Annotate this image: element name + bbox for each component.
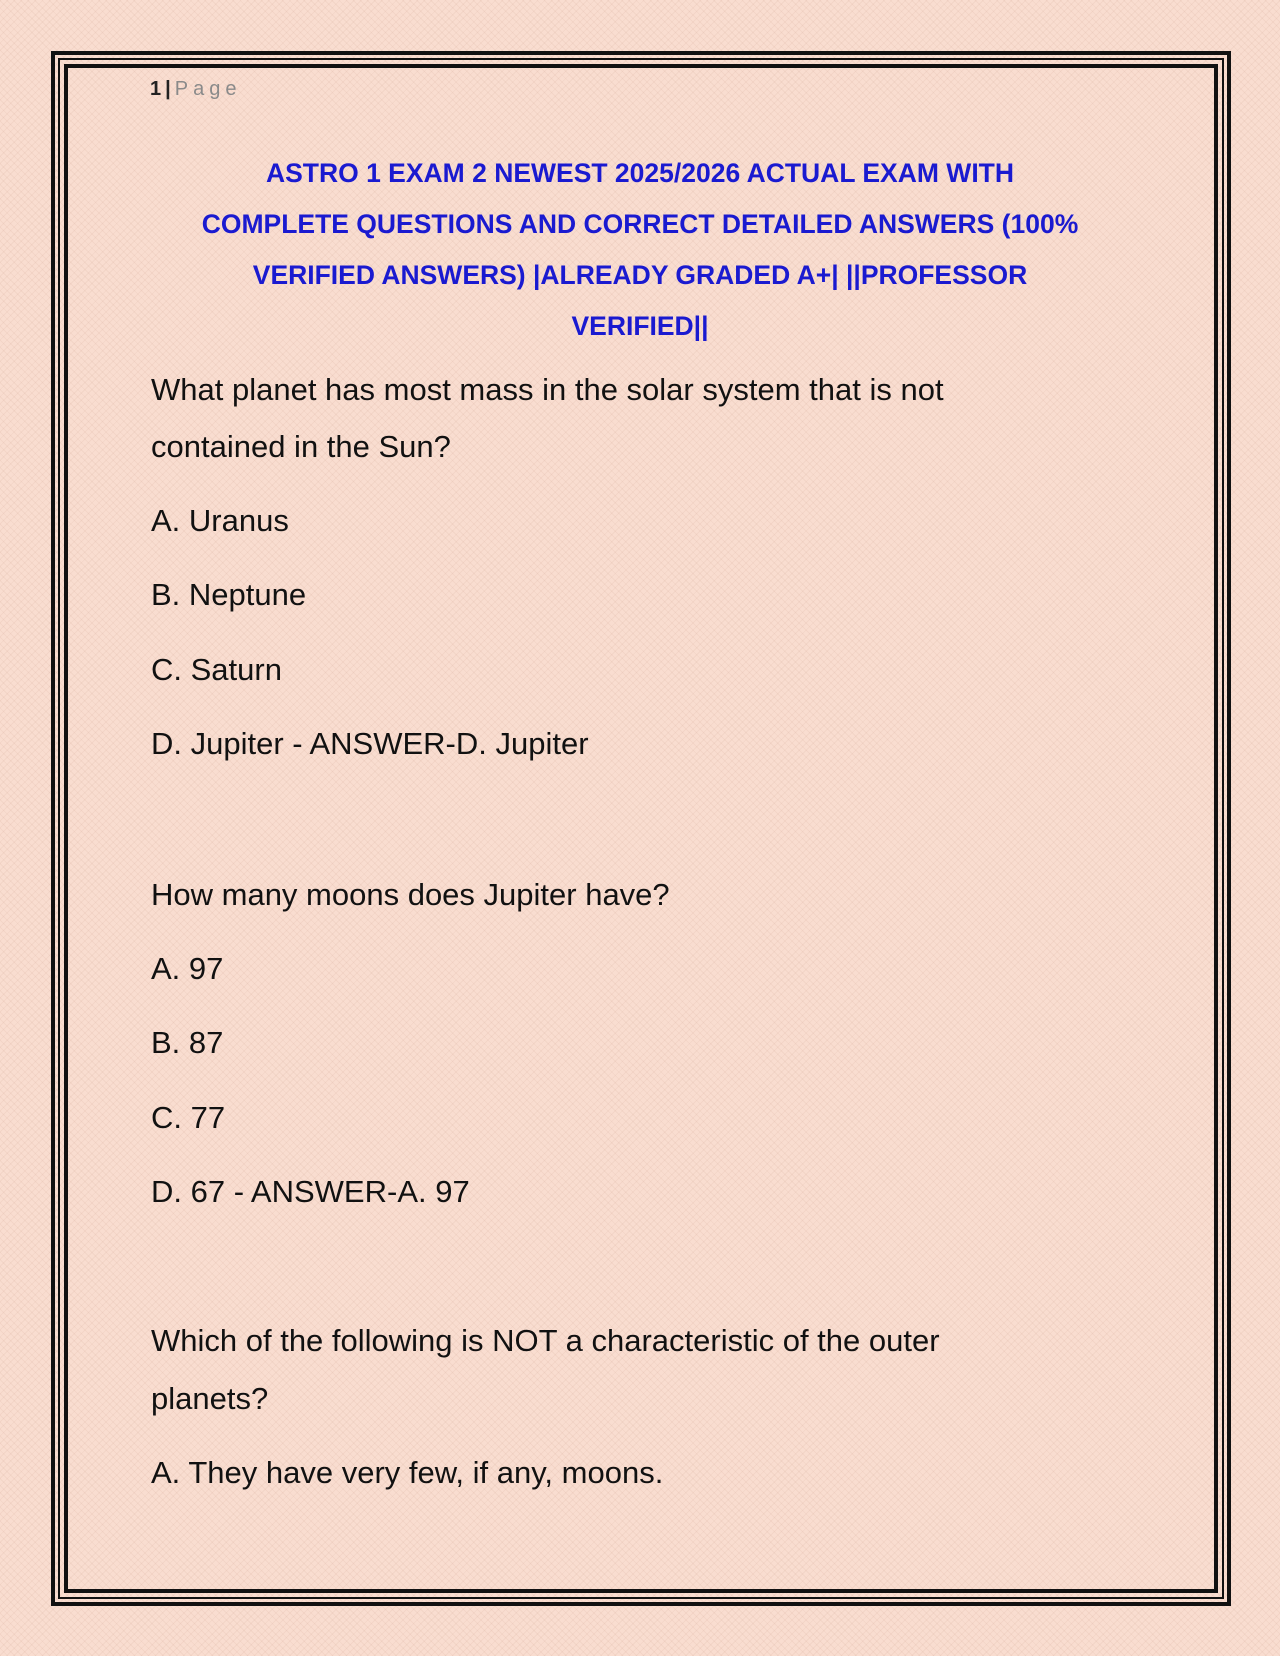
page-separator: | xyxy=(165,78,171,100)
page-word: Page xyxy=(174,78,242,100)
question-3-option-a: A. They have very few, if any, moons. xyxy=(151,1455,664,1490)
question-1-text-line: contained in the Sun? xyxy=(151,429,451,464)
title-line: VERIFIED|| xyxy=(571,311,709,341)
question-1-option-b: B. Neptune xyxy=(151,577,307,612)
question-2-option-a: A. 97 xyxy=(151,951,224,986)
question-2-text-line: How many moons does Jupiter have? xyxy=(151,877,670,912)
question-1-option-d-answer: D. Jupiter - ANSWER-D. Jupiter xyxy=(151,726,589,761)
page-header xyxy=(150,78,241,101)
question-1-option-c: C. Saturn xyxy=(151,652,282,687)
question-2-option-c: C. 77 xyxy=(151,1100,226,1135)
title-line: ASTRO 1 EXAM 2 NEWEST 2025/2026 ACTUAL EXAM WITH xyxy=(265,158,1015,188)
title-line: COMPLETE QUESTIONS AND CORRECT DETAILED ANSWERS (100% xyxy=(201,209,1079,239)
question-1-text-line: What planet has most mass in the solar system that is not xyxy=(151,372,944,407)
page-number: 1 xyxy=(150,78,162,100)
question-3-text-line: planets? xyxy=(151,1381,269,1416)
question-2-option-d-answer: D. 67 - ANSWER-A. 97 xyxy=(151,1174,470,1209)
title-line: VERIFIED ANSWERS) |ALREADY GRADED A+| ||PROFESSOR xyxy=(252,260,1028,290)
question-3-text-line: Which of the following is NOT a characteristic of the outer xyxy=(151,1323,940,1358)
question-1-option-a: A. Uranus xyxy=(151,503,289,538)
question-2-option-b: B. 87 xyxy=(151,1025,224,1060)
document-title xyxy=(140,148,1140,352)
